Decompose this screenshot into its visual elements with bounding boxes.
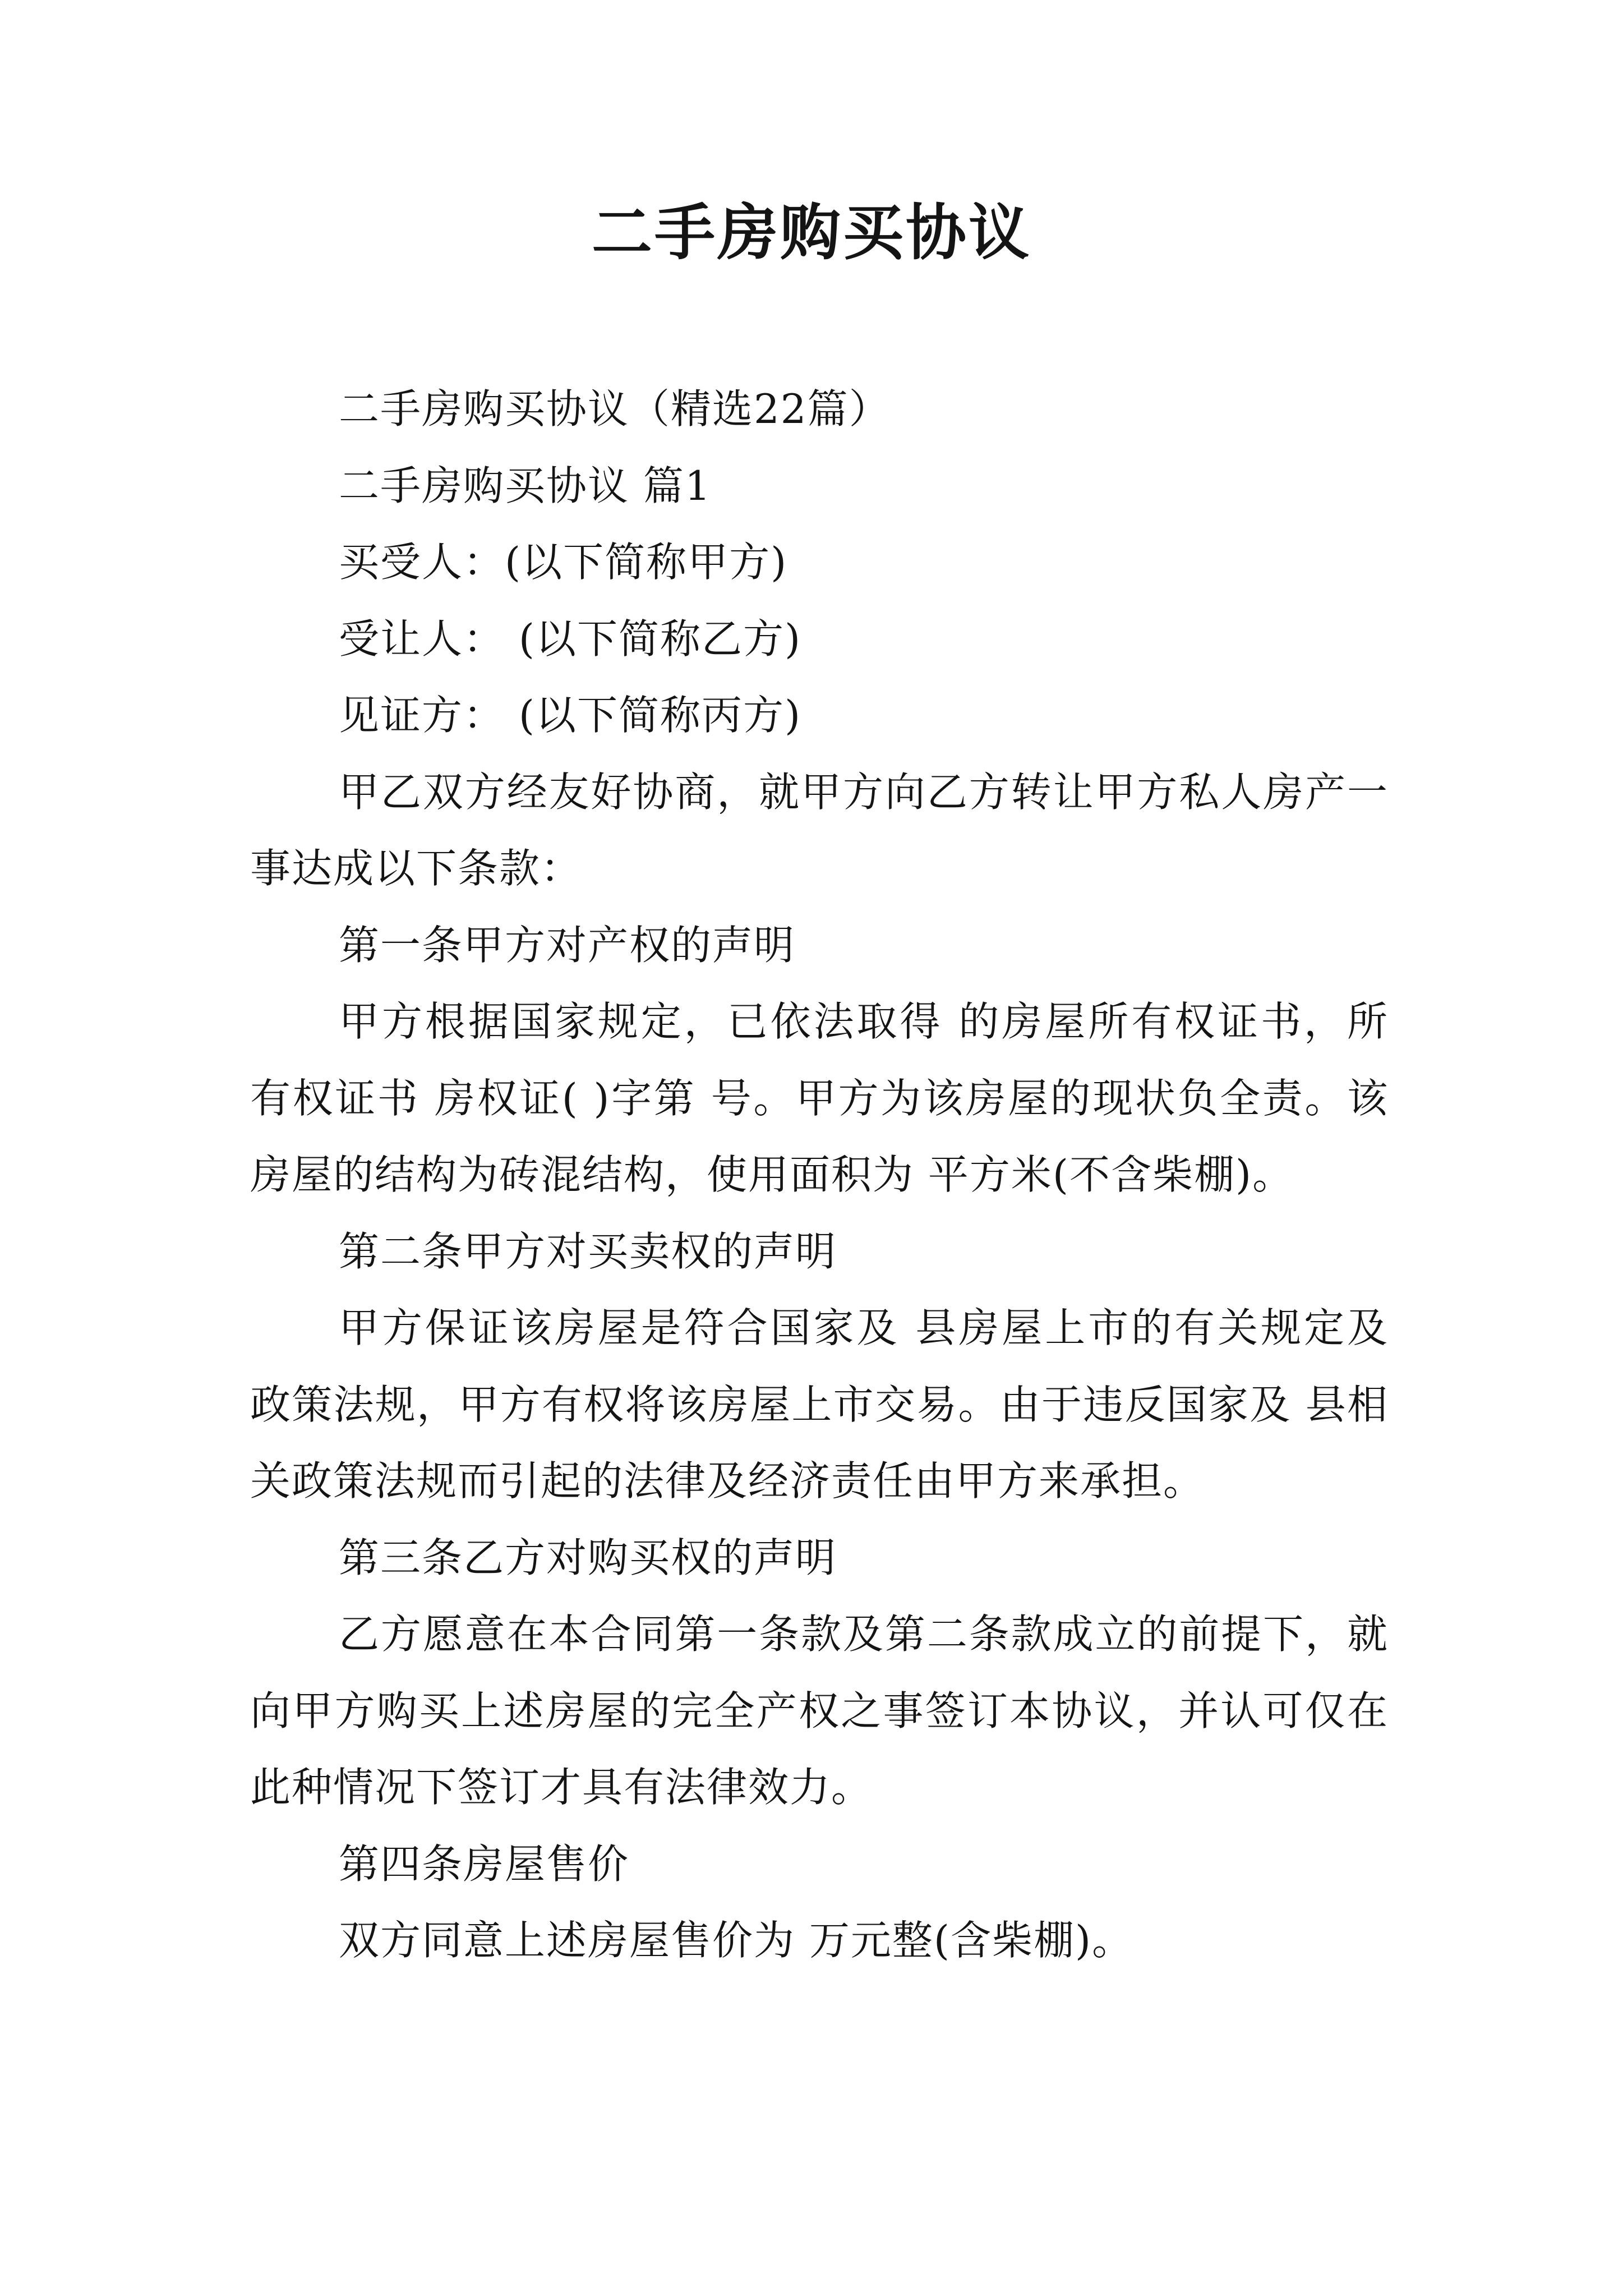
paragraph-transferee: 受让人： (以下简称乙方) bbox=[339, 615, 802, 662]
article-3-heading: 第三条乙方对购买权的声明 bbox=[339, 1534, 837, 1581]
article-3-body: 乙方愿意在本合同第一条款及第二条款成立的前提下，就向甲方购买上述房屋的完全产权之事签订本协议，并认可仅在此种情况下签订才具有法律效力。 bbox=[250, 1611, 1389, 1811]
article-2-heading: 第二条甲方对买卖权的声明 bbox=[339, 1227, 837, 1275]
paragraph-buyer: 买受人：(以下简称甲方) bbox=[339, 539, 788, 586]
article-4-body: 双方同意上述房屋售价为 万元整(含柴棚)。 bbox=[339, 1917, 1134, 1964]
article-1-heading: 第一条甲方对产权的声明 bbox=[339, 921, 796, 969]
document-title: 二手房购买协议 bbox=[591, 197, 1031, 268]
paragraph-section-heading: 二手房购买协议 篇1 bbox=[339, 462, 712, 509]
article-4-heading: 第四条房屋售价 bbox=[339, 1840, 630, 1888]
article-2-body: 甲方保证该房屋是符合国家及 县房屋上市的有关规定及政策法规，甲方有权将该房屋上市交易。由于违反国家及 县相关政策法规而引起的法律及经济责任由甲方来承担。 bbox=[250, 1304, 1389, 1504]
article-1-body: 甲方根据国家规定，已依法取得 的房屋所有权证书，所有权证书 房权证( )字第 号。甲方为该房屋的现状负全责。该房屋的结构为砖混结构，使用面积为 平方米(不含柴棚)。 bbox=[250, 998, 1389, 1198]
document-body bbox=[250, 371, 1389, 1979]
paragraph-subtitle: 二手房购买协议（精选22篇） bbox=[339, 385, 891, 432]
paragraph-witness: 见证方： (以下简称丙方) bbox=[339, 692, 802, 739]
paragraph-preamble: 甲乙双方经友好协商，就甲方向乙方转让甲方私人房产一事达成以下条款： bbox=[250, 768, 1389, 892]
